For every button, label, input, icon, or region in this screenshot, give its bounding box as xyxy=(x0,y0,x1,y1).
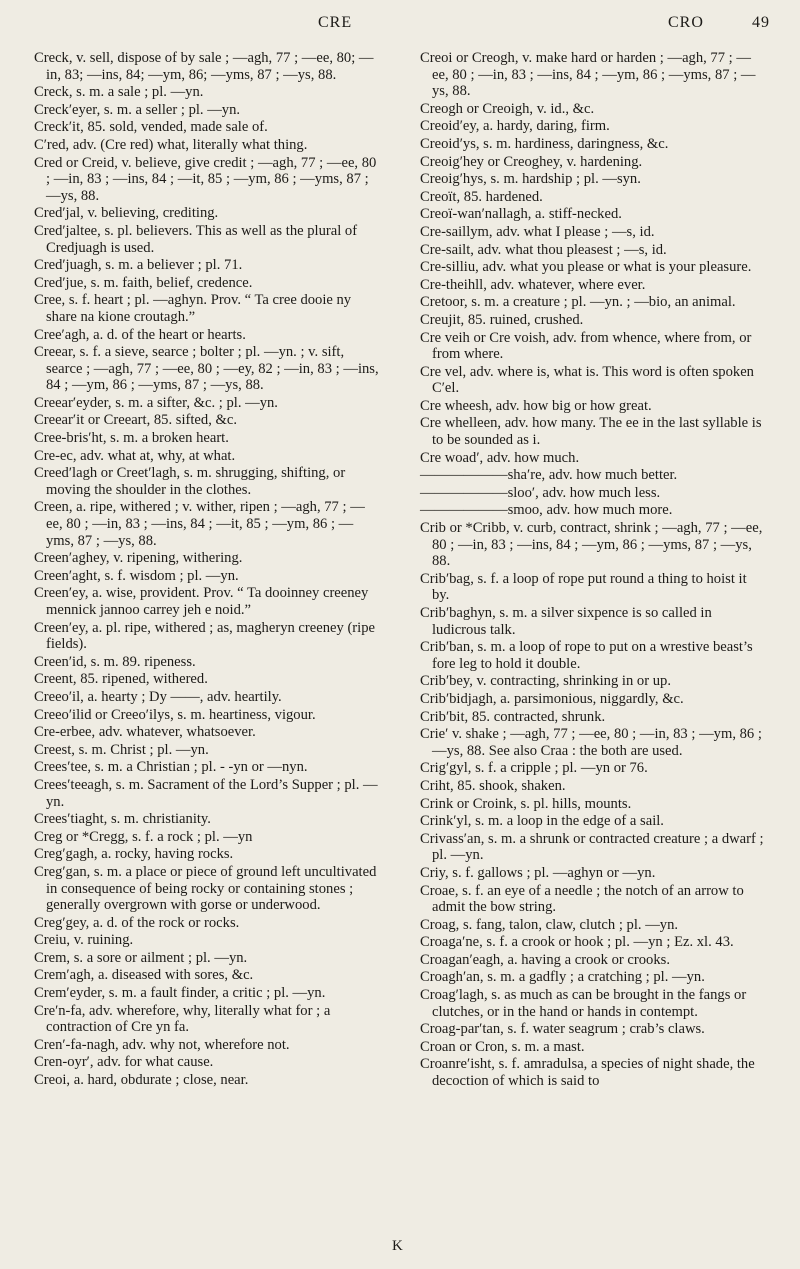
dictionary-entry: Creear′eyder, s. m. a sifter, &c. ; pl. —yn. xyxy=(34,394,278,411)
dictionary-entry: ——————sha′re, adv. how much better. xyxy=(420,467,678,484)
dictionary-entry: Cred′jal, v. believing, crediting. xyxy=(34,205,219,222)
dictionary-entry: Creoi or Creogh, v. make hard or harden ; —agh, 77 ; —ee, 80 ; —in, 83 ; —ins, 84 ; —ym, 86 ; —yms, 87 ; —ys, 88. xyxy=(420,50,756,100)
dictionary-entry: Crees′teeagh, s. m. Sacrament of the Lord’s Supper ; pl. —yn. xyxy=(34,776,378,810)
dictionary-entry: Crees′tee, s. m. a Christian ; pl. - -yn or —nyn. xyxy=(34,759,308,776)
dictionary-entry: Creoid′ey, a. hardy, daring, firm. xyxy=(420,118,610,135)
dictionary-entry: Croagan′eagh, a. having a crook or crooks. xyxy=(420,951,670,968)
dictionary-entry: Creck′it, 85. sold, vended, made sale of. xyxy=(34,119,268,136)
dictionary-entry: Crees′tiaght, s. m. christianity. xyxy=(34,811,211,828)
dictionary-entry: Creck, s. m. a sale ; pl. —yn. xyxy=(34,84,204,101)
dictionary-entry: Cre-ec, adv. what at, why, at what. xyxy=(34,447,236,464)
header-left-guide-word: CRE xyxy=(318,14,353,31)
dictionary-entry: Creoid′ys, s. m. hardiness, daringness, &c. xyxy=(420,135,669,152)
left-column xyxy=(34,50,380,1090)
dictionary-entry: Cretoor, s. m. a creature ; pl. —yn. ; —bio, an animal. xyxy=(420,294,736,311)
dictionary-entry: Cre veih or Cre voish, adv. from whence, where from, or from where. xyxy=(420,329,752,363)
dictionary-entry: Croae, s. f. an eye of a needle ; the notch of an arrow to admit the bow string. xyxy=(420,882,744,916)
dictionary-entry: Crig′gyl, s. f. a cripple ; pl. —yn or 76. xyxy=(420,760,648,777)
dictionary-entry: Creg′gan, s. m. a place or piece of ground left uncultivated in consequence of being rocky or containing stones ; generally overgrown with gorse or underwood. xyxy=(34,863,377,914)
dictionary-entry: Criht, 85. shook, shaken. xyxy=(420,777,566,794)
dictionary-entry: Creeo′ilid or Creeo′ilys, s. m. heartiness, vigour. xyxy=(34,706,316,723)
page-number: 49 xyxy=(752,14,770,31)
dictionary-entry: C′red, adv. (Cre red) what, literally what thing. xyxy=(34,136,308,153)
dictionary-entry: Cre-sailt, adv. what thou pleasest ; —s, id. xyxy=(420,241,667,258)
dictionary-entry: Cred′jaltee, s. pl. believers. This as well as the plural of Credjuagh is used. xyxy=(34,222,358,256)
dictionary-entry: Croag-par′tan, s. f. water seagrum ; crab’s claws. xyxy=(420,1021,705,1038)
dictionary-entry: Croag, s. fang, talon, claw, clutch ; pl. —yn. xyxy=(420,916,679,933)
dictionary-entry: Cree-bris′ht, s. m. a broken heart. xyxy=(34,430,229,447)
dictionary-entry: Creen′id, s. m. 89. ripeness. xyxy=(34,653,196,670)
dictionary-entry: Creen′ey, a. wise, provident. Prov. “ Ta dooinney creeney mennick jannoo carrey jeh e noid.” xyxy=(34,585,369,618)
dictionary-entry: Creck′eyer, s. m. a seller ; pl. —yn. xyxy=(34,101,241,118)
dictionary-entry: Croaga′ne, s. f. a crook or hook ; pl. —yn ; Ez. xl. 43. xyxy=(420,934,734,951)
dictionary-entry: Criy, s. f. gallows ; pl. —aghyn or —yn. xyxy=(420,864,656,881)
dictionary-entry: Cree, s. f. heart ; pl. —aghyn. Prov. “ Ta cree dooie ny share na kione croutagh.” xyxy=(34,292,352,325)
dictionary-entry: Crivass′an, s. m. a shrunk or contracted creature ; a dwarf ; pl. —yn. xyxy=(420,830,764,864)
dictionary-entry: Crink or Croink, s. pl. hills, mounts. xyxy=(420,795,632,812)
dictionary-entry: Croan or Cron, s. m. a mast. xyxy=(420,1038,585,1055)
dictionary-entry: Creen′ey, a. pl. ripe, withered ; as, magheryn creeney (ripe fields). xyxy=(34,619,375,653)
dictionary-entry: Creoig′hys, s. m. hardship ; pl. —syn. xyxy=(420,171,641,188)
dictionary-entry: Crem′agh, a. diseased with sores, &c. xyxy=(34,967,254,984)
dictionary-entry: Crib or *Cribb, v. curb, contract, shrink ; —agh, 77 ; —ee, 80 ; —in, 83 ; —ins, 84 ; —ym, 86 ; —yms, 87 ; —ys, 88. xyxy=(420,520,763,570)
dictionary-entry: Creoi, a. hard, obdurate ; close, near. xyxy=(34,1072,249,1089)
dictionary-entry: Crem′eyder, s. m. a fault finder, a critic ; pl. —yn. xyxy=(34,985,326,1002)
dictionary-entry: Creear, s. f. a sieve, searce ; bolter ; pl. —yn. ; v. sift, searce ; —agh, 77 ; —ee, 80 ; —ey, 82 ; —in, 83 ; —ins, 84 ; —ym, 86 ; —yms, 87 ; —ys, 88. xyxy=(34,344,379,394)
dictionary-entry: Creen, a. ripe, withered ; v. wither, ripen ; —agh, 77 ; —ee, 80 ; —in, 83 ; —ins, 84 ; —it, 85 ; —ym, 86 ; —yms, 87 ; —ys, 88. xyxy=(34,499,365,549)
dictionary-entry: Cree′agh, a. d. of the heart or hearts. xyxy=(34,326,246,343)
header-right-guide-word: CRO xyxy=(668,14,704,31)
dictionary-entry: Cre-theihll, adv. whatever, where ever. xyxy=(420,276,646,293)
dictionary-entry: ——————sloo′, adv. how much less. xyxy=(420,484,661,501)
signature-mark: K xyxy=(392,1238,403,1254)
dictionary-entry: Creoig′hey or Creoghey, v. hardening. xyxy=(420,153,643,170)
dictionary-entry: Crie′ v. shake ; —agh, 77 ; —ee, 80 ; —in, 83 ; —ym, 86 ; —ys, 88. See also Craa : the both are used. xyxy=(420,726,762,759)
dictionary-entry: Crib′bey, v. contracting, shrinking in or up. xyxy=(420,673,671,690)
dictionary-entry: Creg′gey, a. d. of the rock or rocks. xyxy=(34,914,240,931)
dictionary-entry: Creoït, 85. hardened. xyxy=(420,188,543,205)
dictionary-entry: Creoï-wan′nallagh, a. stiff-necked. xyxy=(420,206,622,223)
dictionary-entry: Creeo′il, a. hearty ; Dy ——, adv. heartily. xyxy=(34,688,282,705)
dictionary-entry: Crib′bidjagh, a. parsimonious, niggardly, &c. xyxy=(420,690,684,707)
dictionary-entry: ——————smoo, adv. how much more. xyxy=(420,502,673,519)
dictionary-entry: Creg′gagh, a. rocky, having rocks. xyxy=(34,846,234,863)
dictionary-entry: Cred′juagh, s. m. a believer ; pl. 71. xyxy=(34,257,243,274)
dictionary-entry: Crib′baghyn, s. m. a silver sixpence is so called in ludicrous talk. xyxy=(420,605,712,638)
dictionary-entry: Crib′bit, 85. contracted, shrunk. xyxy=(420,708,606,725)
dictionary-entry: Croanre′isht, s. f. amradulsa, a species of night shade, the decoction of which is said to xyxy=(420,1056,755,1090)
dictionary-entry: Croag′lagh, s. as much as can be brought in the fangs or clutches, or in the hand or hands in contempt. xyxy=(420,987,747,1020)
dictionary-entry: Cre woad′, adv. how much. xyxy=(420,449,580,466)
dictionary-entry: Croagh′an, s. m. a gadfly ; a cratching ; pl. —yn. xyxy=(420,969,705,986)
dictionary-entry: Creest, s. m. Christ ; pl. —yn. xyxy=(34,741,209,758)
running-header xyxy=(34,14,770,40)
dictionary-entry: Cre vel, adv. where is, what is. This word is often spoken C′el. xyxy=(420,363,754,397)
dictionary-entry: Cre-erbee, adv. whatever, whatsoever. xyxy=(34,724,256,741)
dictionary-entry: Creed′lagh or Creet′lagh, s. m. shrugging, shifting, or moving the shoulder in the clothes. xyxy=(34,465,346,498)
dictionary-entry: Cren-oyr′, adv. for what cause. xyxy=(34,1054,214,1071)
dictionary-entry: Creiu, v. ruining. xyxy=(34,932,134,949)
dictionary-entry: Cre′n-fa, adv. wherefore, why, literally what for ; a contraction of Cre yn fa. xyxy=(34,1002,331,1036)
dictionary-entry: Creck, v. sell, dispose of by sale ; —agh, 77 ; —ee, 80; —in, 83; —ins, 84; —ym, 86; —yms, 87 ; —ys, 88. xyxy=(34,50,374,83)
dictionary-entry: Creent, 85. ripened, withered. xyxy=(34,671,208,688)
dictionary-entry: Cre-saillym, adv. what I please ; —s, id. xyxy=(420,223,655,240)
dictionary-entry: Cren′-fa-nagh, adv. why not, wherefore not. xyxy=(34,1036,290,1053)
dictionary-entry: Creen′aght, s. f. wisdom ; pl. —yn. xyxy=(34,567,239,584)
dictionary-entry: Creen′aghey, v. ripening, withering. xyxy=(34,550,243,567)
right-column xyxy=(420,50,766,1091)
dictionary-entry: Creg or *Cregg, s. f. a rock ; pl. —yn xyxy=(34,828,253,845)
dictionary-entry: Crem, s. a sore or ailment ; pl. —yn. xyxy=(34,949,248,966)
dictionary-entry: Cre-silliu, adv. what you please or what is your pleasure. xyxy=(420,259,752,276)
dictionary-entry: Cre whelleen, adv. how many. The ee in the last syllable is to be sounded as i. xyxy=(420,415,762,449)
dictionary-entry: Crib′ban, s. m. a loop of rope to put on a wrestive beast’s fore leg to hold it double. xyxy=(420,639,753,672)
dictionary-entry: Cred or Creid, v. believe, give credit ; —agh, 77 ; —ee, 80 ; —in, 83 ; —ins, 84 ; —it, 85 ; —ym, 86 ; —yms, 87 ; —ys, 88. xyxy=(34,154,377,204)
dictionary-entry: Creear′it or Creeart, 85. sifted, &c. xyxy=(34,412,237,429)
dictionary-entry: Creujit, 85. ruined, crushed. xyxy=(420,311,584,328)
dictionary-entry: Cred′jue, s. m. faith, belief, credence. xyxy=(34,274,253,291)
dictionary-entry: Creogh or Creoigh, v. id., &c. xyxy=(420,100,595,117)
dictionary-entry: Crib′bag, s. f. a loop of rope put round a thing to hoist it by. xyxy=(420,570,747,604)
dictionary-entry: Crink′yl, s. m. a loop in the edge of a sail. xyxy=(420,813,664,830)
dictionary-entry: Cre wheesh, adv. how big or how great. xyxy=(420,397,652,414)
